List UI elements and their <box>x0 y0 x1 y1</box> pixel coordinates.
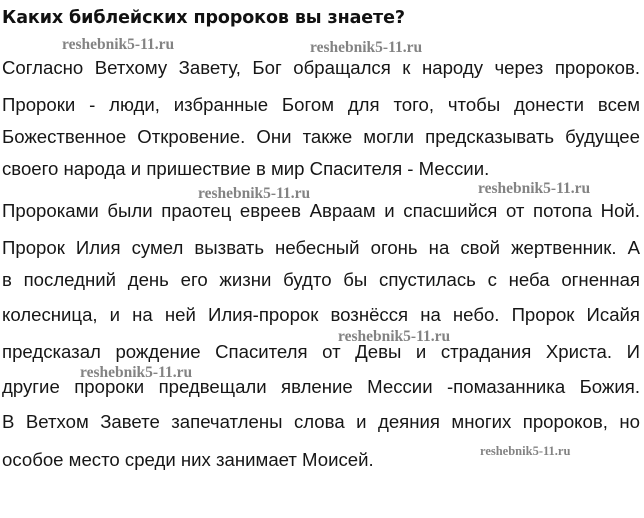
watermark: reshebnik5-11.ru <box>198 185 311 202</box>
watermark: reshebnik5-11.ru <box>310 39 423 56</box>
text-line-4: своего народа и пришествие в мир Спасителя - Мессии. <box>2 158 490 179</box>
text-line-10: другие пророки предвещали явление Мессии -помазанника Божия. <box>2 376 640 397</box>
text-line-5: Пророками были праотец евреев Авраам и спасшийся от потопа Ной. <box>2 200 640 221</box>
watermark: reshebnik5-11.ru <box>62 36 175 53</box>
text-line-6: Пророк Илия сумел вызвать небесный огонь на свой жертвенник. А <box>2 237 640 258</box>
text-line-9: предсказал рождение Спасителя от Девы и страдания Христа. И <box>2 341 640 362</box>
text-line-1: Согласно Ветхому Завету, Бог обращался к народу через пророков. <box>2 57 640 78</box>
question-title: Каких библейских пророков вы знаете? <box>2 8 405 28</box>
text-line-11: В Ветхом Завете запечатлены слова и деяния многих пророков, но <box>2 411 640 432</box>
watermark: reshebnik5-11.ru <box>80 364 193 381</box>
watermark: reshebnik5-11.ru <box>478 180 591 197</box>
text-line-7: в последний день его жизни будто бы спустилась с неба огненная <box>2 269 640 290</box>
text-line-8: колесница, и на ней Илия-пророк вознёсся на небо. Пророк Исайя <box>2 304 640 325</box>
text-line-3: Божественное Откровение. Они также могли предсказывать будущее <box>2 126 640 147</box>
watermark: reshebnik5-11.ru <box>338 328 451 345</box>
watermark: reshebnik5-11.ru <box>480 444 571 458</box>
text-line-12: особое место среди них занимает Моисей. <box>2 449 374 470</box>
text-line-2: Пророки - люди, избранные Богом для того, чтобы донести всем <box>2 94 640 115</box>
